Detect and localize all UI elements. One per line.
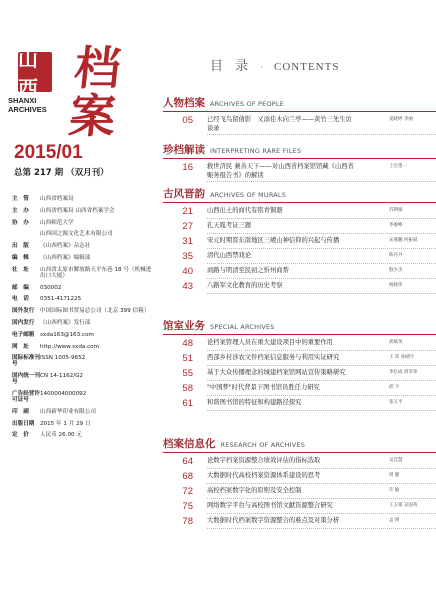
masthead-row xyxy=(12,267,152,279)
section-title-zh: 珍档解读 xyxy=(163,144,205,156)
masthead-row xyxy=(12,344,152,350)
entry-page-number: 48 xyxy=(182,338,193,349)
entry-page-number: 75 xyxy=(182,501,193,512)
entry-author: 王 萍 孙晴宇 xyxy=(389,355,415,360)
entry-author: 苏利娟 xyxy=(389,208,403,213)
masthead-row xyxy=(12,373,152,385)
masthead-value: 山西新华印业有限公司 xyxy=(40,408,96,415)
entry-title: 高校档案数字化的原则及安全控制 xyxy=(207,487,302,494)
masthead-value: 《山西档案》发行部 xyxy=(40,319,91,326)
masthead-value: 《山西档案》杂志社 xyxy=(40,243,91,250)
masthead-row xyxy=(12,285,152,291)
total-issue: 总第 217 期 （双月刊） xyxy=(14,168,109,178)
masthead-value: 山西省档案局 山西省档案学会 xyxy=(40,207,115,214)
masthead-value: sxda163@163.com xyxy=(40,331,94,338)
masthead-row xyxy=(12,243,152,249)
issue-number: 2015/01 xyxy=(14,142,83,163)
masthead-label: 邮 编 xyxy=(12,284,29,291)
masthead-row xyxy=(12,308,152,314)
section-rule xyxy=(163,202,436,203)
section-title-en: ARCHIVES OF MURALS xyxy=(210,191,287,199)
entry-page-number: 16 xyxy=(182,162,193,173)
entry-author: 胡斌英 xyxy=(389,340,403,345)
masthead-value: 中国国际图书贸易总公司（北京 399 信箱） xyxy=(40,308,150,315)
entry-title: 论档案管理人员在重大建设项目中的重要作用 xyxy=(207,339,333,346)
entry-page-number: 05 xyxy=(182,115,193,126)
masthead-row xyxy=(12,220,152,226)
entry-divider xyxy=(207,350,436,351)
entry-author: 张玉平 xyxy=(389,400,403,405)
masthead-label: 国内发行 xyxy=(12,319,35,326)
entry-title: "中国梦"时代背景下图书馆员胜任力研究 xyxy=(207,384,320,391)
entry-divider xyxy=(207,278,436,279)
entry-divider xyxy=(207,468,436,469)
entry-title: 网络数字平台与高校图书馆文献资源整合研究 xyxy=(207,502,333,509)
entry-author: 杨晓伟 xyxy=(389,283,403,288)
masthead-value: 《山西档案》编辑部 xyxy=(40,254,91,261)
masthead-value: http://www.sxda.com xyxy=(40,343,100,350)
toc-entry[interactable] xyxy=(163,383,436,394)
masthead-value: 山西省太原市解放路天平东巷 18 号（机械进出口大厦） xyxy=(40,266,152,279)
section-title-zh: 档案信息化 xyxy=(163,438,216,450)
toc-entry[interactable] xyxy=(163,471,436,482)
entry-page-number: 64 xyxy=(182,456,193,467)
toc-entry[interactable] xyxy=(163,368,436,379)
masthead-value: ISSN 1005-9652 xyxy=(40,355,86,362)
masthead-row xyxy=(12,296,152,302)
section-rule xyxy=(163,334,436,335)
entry-page-number: 58 xyxy=(182,383,193,394)
entry-page-number: 27 xyxy=(182,221,193,232)
toc-section xyxy=(163,95,436,137)
entry-divider xyxy=(207,380,436,381)
toc-section xyxy=(163,436,436,531)
masthead-label: 社 址 xyxy=(12,266,29,273)
entry-divider xyxy=(207,410,436,411)
entry-author: 王玉娟 吴国英 xyxy=(389,503,418,508)
masthead-value: 0351-4171225 xyxy=(40,296,82,303)
entry-divider xyxy=(207,233,436,234)
masthead-label: 印 刷 xyxy=(12,408,29,415)
toc-entry[interactable] xyxy=(163,486,436,497)
section-header xyxy=(163,186,436,202)
toc-entry[interactable] xyxy=(163,115,436,133)
masthead-value: 2015 年 1 月 29 日 xyxy=(40,420,91,427)
section-rule xyxy=(163,111,436,112)
toc-entry[interactable] xyxy=(163,516,436,527)
logo-english-name: SHANXI ARCHIVES xyxy=(8,96,47,114)
masthead-row xyxy=(12,355,152,367)
entry-title: 西部乡村涉农文件档案信息服务与利用实证研究 xyxy=(207,354,340,361)
entry-author: 宋燕鹏 何振斌 xyxy=(389,238,418,243)
masthead-label: 国际标准刊号 xyxy=(12,355,40,368)
entry-page-number: 61 xyxy=(182,398,193,409)
entry-title: 商路与明清至民初之忻州商帮 xyxy=(207,267,289,274)
masthead-row xyxy=(12,255,152,261)
cover-sidebar xyxy=(0,0,152,592)
masthead-label: 定 价 xyxy=(12,432,29,439)
masthead-label: 协 办 xyxy=(12,219,29,226)
masthead-row xyxy=(12,409,152,415)
masthead-label: 电子邮箱 xyxy=(12,331,35,338)
masthead-label: 编 辑 xyxy=(12,254,29,261)
entry-author: 李忆成 周华荣 xyxy=(389,370,418,375)
toc-title: 目 录 · CONTENTS xyxy=(210,59,340,74)
section-header xyxy=(163,142,436,158)
entry-divider xyxy=(207,365,436,366)
toc-entry[interactable] xyxy=(163,206,436,217)
masthead-row xyxy=(12,196,152,202)
entry-divider xyxy=(207,248,436,249)
section-title-zh: 古风晋韵 xyxy=(163,188,205,200)
entry-title: 山西出土的商代有铭青铜器 xyxy=(207,207,283,214)
entry-page-number: 35 xyxy=(182,251,193,262)
section-title-zh: 馆室业务 xyxy=(163,320,205,332)
masthead-label: 出 版 xyxy=(12,243,29,250)
masthead-value: 山西省档案局 xyxy=(40,196,74,202)
entry-author: 吴佳慧 xyxy=(389,458,403,463)
entry-title: 基于大众传播理念的城建档案馆网站宣传策略研究 xyxy=(207,369,346,376)
toc-entry[interactable] xyxy=(163,456,436,467)
section-title-en: INTERPRETING RARE FILES xyxy=(210,147,302,155)
section-title-zh: 人物档案 xyxy=(163,97,205,109)
entry-author: 陈丹丹 xyxy=(389,253,403,258)
masthead-label: 主 办 xyxy=(12,207,29,214)
masthead-label: 电 话 xyxy=(12,296,29,303)
entry-author: 李俊峰 xyxy=(389,223,403,228)
entry-page-number: 78 xyxy=(182,516,193,527)
masthead-value: 人民币 26.00 元 xyxy=(40,432,82,439)
logo-seal: 山西 xyxy=(18,52,52,92)
masthead-row xyxy=(12,432,152,438)
masthead-label: 国内统一刊号 xyxy=(12,373,40,386)
entry-divider xyxy=(207,181,436,182)
masthead-value: 030002 xyxy=(40,284,62,291)
section-header xyxy=(163,436,436,452)
masthead-label: 主 管 xyxy=(12,196,29,202)
entry-divider xyxy=(207,513,436,514)
entry-title: 大数据时代档案数字资源整合的难点及对策分析 xyxy=(207,517,340,524)
section-header xyxy=(163,95,436,111)
logo-title: 档案 xyxy=(66,41,124,143)
entry-page-number: 31 xyxy=(182,236,193,247)
masthead-label: 网 址 xyxy=(12,343,29,350)
entry-divider xyxy=(207,498,436,499)
entry-author: 姜晓婷 李丽 xyxy=(389,117,413,122)
entry-divider xyxy=(207,395,436,396)
entry-divider xyxy=(207,483,436,484)
masthead-value: 山西国之源文化艺术有限公司 xyxy=(40,231,113,238)
entry-page-number: 51 xyxy=(182,353,193,364)
entry-page-number: 21 xyxy=(182,206,193,217)
entry-page-number: 72 xyxy=(182,486,193,497)
entry-title: 八路军文化教育的历史考察 xyxy=(207,282,283,289)
entry-author: 殷少杰 xyxy=(389,268,403,273)
entry-title: 清代山西禁戏论 xyxy=(207,252,252,259)
entry-title: 宋元时期晋东南地区三嵕山神信仰的兴起与传播 xyxy=(207,237,340,244)
entry-page-number: 68 xyxy=(182,471,193,482)
entry-title: 孔天胤考证三题 xyxy=(207,222,252,229)
section-title-en: ARCHIVES OF PEOPLE xyxy=(210,100,285,108)
masthead-row xyxy=(12,208,152,214)
section-title-en: RESEARCH OF ARCHIVES xyxy=(220,441,306,449)
entry-title: 救世济民 兼善天下——对山西省档案馆馆藏《山西省赈务报告书》的解读 xyxy=(207,163,354,179)
toc-entry[interactable] xyxy=(163,162,436,180)
entry-divider xyxy=(207,293,436,294)
entry-author: 周 健 xyxy=(389,473,400,478)
entry-title: 大数据时代高校档案资源体系建设的思考 xyxy=(207,472,321,479)
masthead-label: 广告经营许可证号 xyxy=(12,390,40,403)
toc-entry[interactable] xyxy=(163,221,436,232)
masthead-value: 山西师范大学 xyxy=(40,219,74,226)
masthead-row xyxy=(12,320,152,326)
entry-divider xyxy=(207,263,436,264)
masthead-row xyxy=(12,421,152,427)
masthead-row xyxy=(12,332,152,338)
entry-title: 论数字档案资源整合绩效评估的指标选取 xyxy=(207,457,321,464)
entry-author: 孟 朗 xyxy=(389,518,400,523)
toc-section xyxy=(163,142,436,184)
toc-entry[interactable] xyxy=(163,338,436,349)
section-header xyxy=(163,318,436,334)
section-title-en: SPECIAL ARCHIVES xyxy=(210,323,275,331)
toc-section xyxy=(163,318,436,413)
masthead-info xyxy=(12,196,152,444)
entry-page-number: 55 xyxy=(182,368,193,379)
masthead-value: 1400004000092 xyxy=(40,390,87,397)
masthead-value: CN 14-1162/G2 xyxy=(40,373,84,380)
toc-section xyxy=(163,186,436,296)
entry-title: 已经飞鸟留倩影 又添佳木向兰亭——黄竹三先生访谈录 xyxy=(207,116,352,132)
entry-divider xyxy=(207,134,436,135)
masthead-label xyxy=(12,231,40,237)
masthead-label: 国外发行 xyxy=(12,308,35,315)
section-rule xyxy=(163,158,436,159)
toc-entry[interactable] xyxy=(163,501,436,512)
toc-entry[interactable] xyxy=(163,266,436,277)
entry-author: 上官望一 xyxy=(389,164,407,169)
toc-entry[interactable] xyxy=(163,353,436,364)
entry-divider xyxy=(207,528,436,529)
toc-entry[interactable] xyxy=(163,251,436,262)
entry-title: 和谐图书馆的特征和构建路径探究 xyxy=(207,399,302,406)
entry-author: 许 敏 xyxy=(389,488,400,493)
masthead-row xyxy=(12,391,152,403)
masthead-row xyxy=(12,231,152,237)
toc-entry[interactable] xyxy=(163,281,436,292)
toc-entry[interactable] xyxy=(163,236,436,247)
masthead-label: 出版日期 xyxy=(12,420,35,427)
entry-page-number: 40 xyxy=(182,266,193,277)
entry-page-number: 43 xyxy=(182,281,193,292)
entry-divider xyxy=(207,218,436,219)
entry-author: 邱 宇 xyxy=(389,385,400,390)
toc-entry[interactable] xyxy=(163,398,436,409)
section-rule xyxy=(163,452,436,453)
